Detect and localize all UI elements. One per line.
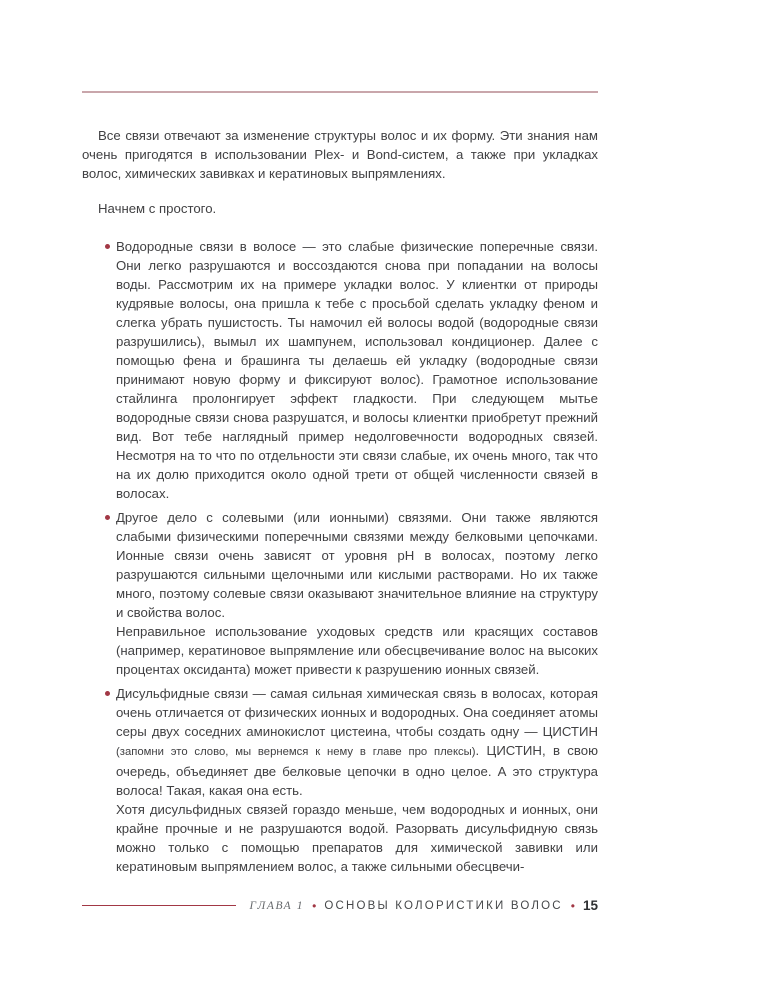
list-item bbox=[82, 508, 598, 679]
body-text: Дисульфидные связи — самая сильная химическая связь в волосах, которая очень отличается от физических ионных и водородных. Она соединяет атомы серы двух соседних аминокислот цистеина, чтобы создать одну — ЦИСТИН bbox=[116, 686, 598, 739]
bullet-dot-icon bbox=[105, 691, 110, 696]
page-footer bbox=[82, 898, 598, 913]
body-text: Другое дело с солевыми (или ионными) связями. Они также являются слабыми физическими поперечными связями между белковыми цепочками. Ионные связи очень зависят от уровня pH в волосах, поэтому легко разрушаются сильными щелочными или кислыми растворами. Но их также много, поэтому солевые связи оказывают значительное влияние на структуру и свойства волос. bbox=[116, 510, 598, 620]
footer-divider bbox=[82, 905, 236, 907]
aside-text: (запомни это слово, мы вернемся к нему в главе про плексы) bbox=[116, 746, 476, 758]
section-title: ОСНОВЫ КОЛОРИСТИКИ ВОЛОС bbox=[324, 899, 563, 912]
bullet-paragraph bbox=[116, 684, 598, 800]
list-item bbox=[82, 684, 598, 876]
bullet-paragraph bbox=[116, 237, 598, 503]
bullet-paragraph bbox=[116, 622, 598, 679]
bullet-dot-icon bbox=[105, 244, 110, 249]
body-text: Хотя дисульфидных связей гораздо меньше, чем водородных и ионных, они крайне прочные и не разрушаются водой. Разорвать дисульфидную связь можно только с помощью препаратов для химической завивки или кератиновым выпрямлением волос, а также сильными обесцвечи- bbox=[116, 802, 598, 874]
body-text: Водородные связи в волосе — это слабые физические поперечные связи. Они легко разрушаются и воссоздаются снова при попадании на волосы воды. Рассмотрим их на примере укладки волос. У клиентки от природы кудрявые волосы, она пришла к тебе с просьбой сделать укладку феном и слегка убрать пушистость. Ты намочил ей волосы водой (водородные связи разрушились), вымыл их шампунем, использовал кондиционер. Далее с помощью фена и брашинга ты делаешь ей укладку (водородные связи принимают новую форму и фиксируют волос). Грамотное использование стайлинга пролонгирует эффект гладкости. При следующем мытье водородные связи снова разрушатся, и волосы клиентки приобретут прежний вид. Вот тебе наглядный пример недолговечности водородных связей. Несмотря на то что по отдельности эти связи слабые, их очень много, так что на их долю приходится около одной трети от общей численности связей в волосах. bbox=[116, 239, 598, 501]
intro-paragraph: Все связи отвечают за изменение структуры волос и их форму. Эти знания нам очень пригодятся в использовании Plex- и Bond-систем, а также при укладках волос, химических завивках и кератиновых выпрямлениях. bbox=[82, 128, 598, 181]
bullet-dot-icon bbox=[105, 515, 110, 520]
bullet-list bbox=[82, 237, 598, 876]
page-number: 15 bbox=[582, 898, 598, 913]
lead-in-paragraph: Начнем с простого. bbox=[98, 201, 217, 216]
page-content bbox=[82, 91, 598, 881]
body-text: Неправильное использование уходовых средств или красящих составов (например, кератиновое выпрямление или обесцвечивание волос на высоких процентах оксиданта) может привести к разрушению ионных связей. bbox=[116, 624, 598, 677]
bullet-paragraph bbox=[116, 508, 598, 622]
separator-dot-icon: • bbox=[312, 898, 317, 913]
top-divider bbox=[82, 91, 598, 93]
bullet-paragraph bbox=[116, 800, 598, 876]
separator-dot-icon: • bbox=[570, 898, 575, 913]
body-text: . ЦИСТИН, в свою очередь, объединяет две белковые цепочки в одно целое. А это структура волоса! Такая, какая она есть. bbox=[116, 743, 598, 798]
chapter-label: ГЛАВА 1 bbox=[249, 899, 305, 912]
list-item bbox=[82, 237, 598, 503]
